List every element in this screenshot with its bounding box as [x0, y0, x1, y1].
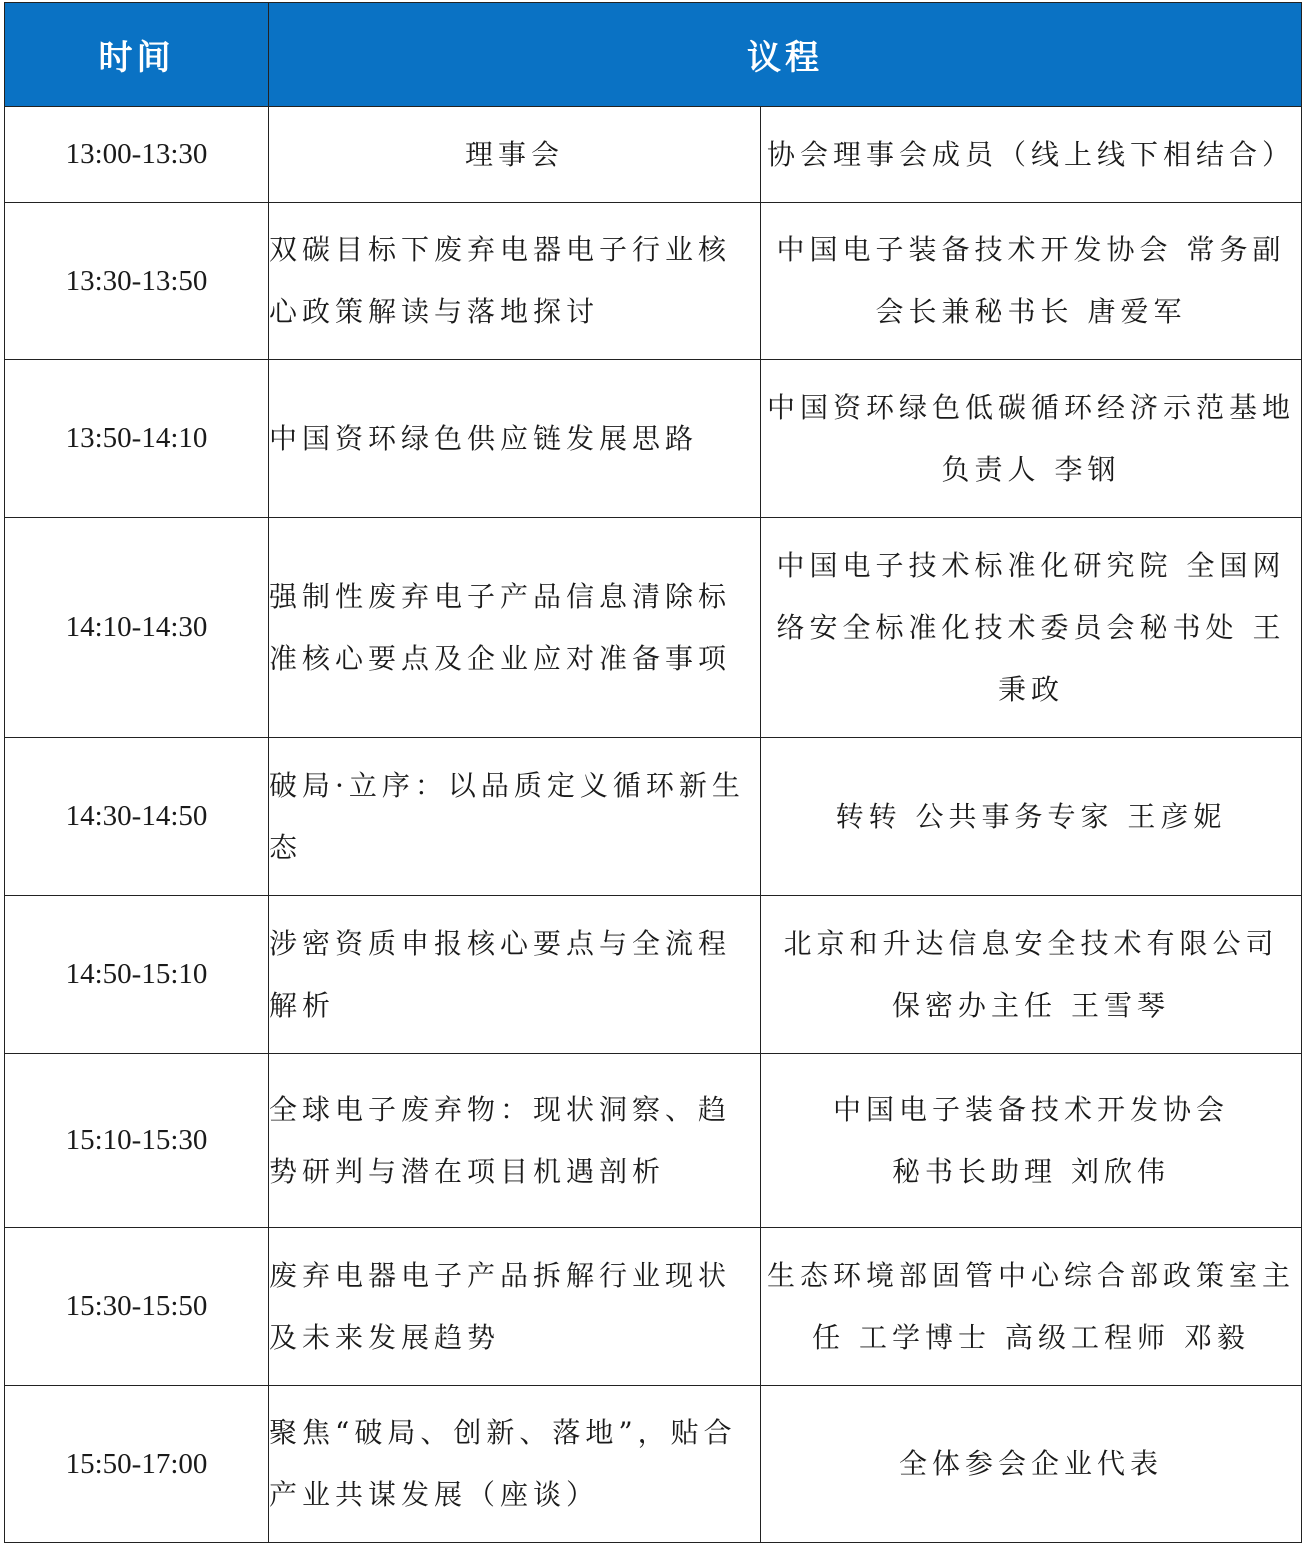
speaker-line: 中国资环绿色低碳循环经济示范基地	[766, 390, 1295, 424]
topic-line: 准核心要点及企业应对准备事项	[269, 641, 732, 675]
time-cell: 14:10-14:30	[5, 518, 269, 738]
topic-line: 理事会	[464, 137, 564, 171]
table-row	[5, 896, 1302, 1054]
header-row	[5, 3, 1302, 107]
time-cell: 13:50-14:10	[5, 360, 269, 518]
table-row	[5, 1386, 1302, 1543]
topic-line: 破局·立序：以品质定义循环新生	[269, 768, 745, 802]
speaker-line: 负责人 李钢	[941, 452, 1121, 486]
speaker-cell	[761, 360, 1302, 518]
time-cell: 15:10-15:30	[5, 1054, 269, 1228]
speaker-line: 生态环境部固管中心综合部政策室主	[766, 1258, 1295, 1292]
topic-line: 双碳目标下废弃电器电子行业核	[269, 233, 732, 266]
speaker-line: 中国电子装备技术开发协会	[832, 1092, 1229, 1126]
speaker-line: 转转 公共事务专家 王彦妮	[835, 799, 1227, 833]
topic-cell	[269, 1386, 761, 1543]
topic-line: 全球电子废弃物：现状洞察、趋	[269, 1092, 732, 1126]
topic-cell	[269, 1054, 761, 1228]
speaker-line: 中国电子装备技术开发协会 常务副	[776, 233, 1286, 266]
speaker-line: 全体参会企业代表	[898, 1447, 1163, 1480]
speaker-cell	[761, 1228, 1302, 1386]
table-row	[5, 1228, 1302, 1386]
time-cell: 13:00-13:30	[5, 107, 269, 203]
speaker-cell	[761, 107, 1302, 203]
speaker-line: 保密办主任 王雪琴	[892, 988, 1170, 1022]
speaker-line: 络安全标准化技术委员会秘书处 王	[776, 610, 1286, 644]
topic-line: 态	[269, 830, 303, 864]
table-row	[5, 203, 1302, 360]
table-row	[5, 738, 1302, 896]
speaker-cell	[761, 1386, 1302, 1543]
topic-line: 产业共谋发展（座谈）	[269, 1478, 600, 1511]
speaker-line: 协会理事会成员（线上线下相结合）	[766, 137, 1295, 171]
speaker-cell	[761, 203, 1302, 360]
time-cell: 14:50-15:10	[5, 896, 269, 1054]
speaker-line: 秘书长助理 刘欣伟	[892, 1154, 1170, 1188]
speaker-cell	[761, 1054, 1302, 1228]
time-cell: 13:30-13:50	[5, 203, 269, 360]
agenda-table	[4, 2, 1302, 1543]
topic-cell	[269, 896, 761, 1054]
speaker-cell	[761, 738, 1302, 896]
speaker-line: 北京和升达信息安全技术有限公司	[783, 926, 1279, 960]
speaker-line: 任 工学博士 高级工程师 邓毅	[812, 1320, 1250, 1354]
speaker-line: 秉政	[997, 672, 1064, 706]
table-row	[5, 107, 1302, 203]
topic-cell	[269, 738, 761, 896]
topic-line: 强制性废弃电子产品信息清除标	[269, 579, 732, 613]
time-cell: 14:30-14:50	[5, 738, 269, 896]
topic-line: 中国资环绿色供应链发展思路	[269, 421, 699, 455]
topic-line: 涉密资质申报核心要点与全流程	[269, 926, 732, 960]
table-row	[5, 1054, 1302, 1228]
topic-cell	[269, 360, 761, 518]
time-cell: 15:30-15:50	[5, 1228, 269, 1386]
topic-cell	[269, 1228, 761, 1386]
topic-cell	[269, 107, 761, 203]
table-row	[5, 360, 1302, 518]
topic-cell	[269, 518, 761, 738]
speaker-line: 会长兼秘书长 唐爱军	[875, 295, 1187, 328]
table-row	[5, 518, 1302, 738]
time-cell: 15:50-17:00	[5, 1386, 269, 1543]
speaker-cell	[761, 896, 1302, 1054]
topic-line: 废弃电器电子产品拆解行业现状	[269, 1258, 732, 1292]
speaker-line: 中国电子技术标准化研究院 全国网	[776, 548, 1286, 582]
topic-line: 解析	[269, 988, 336, 1022]
topic-line: 心政策解读与落地探讨	[269, 295, 600, 328]
speaker-cell	[761, 518, 1302, 738]
topic-line: 及未来发展趋势	[269, 1320, 501, 1354]
header-agenda: 议程	[269, 3, 1302, 107]
header-time: 时间	[5, 3, 269, 107]
topic-cell	[269, 203, 761, 360]
topic-line: 聚焦“破局、创新、落地”，贴合	[269, 1416, 737, 1449]
topic-line: 势研判与潜在项目机遇剖析	[269, 1154, 666, 1188]
